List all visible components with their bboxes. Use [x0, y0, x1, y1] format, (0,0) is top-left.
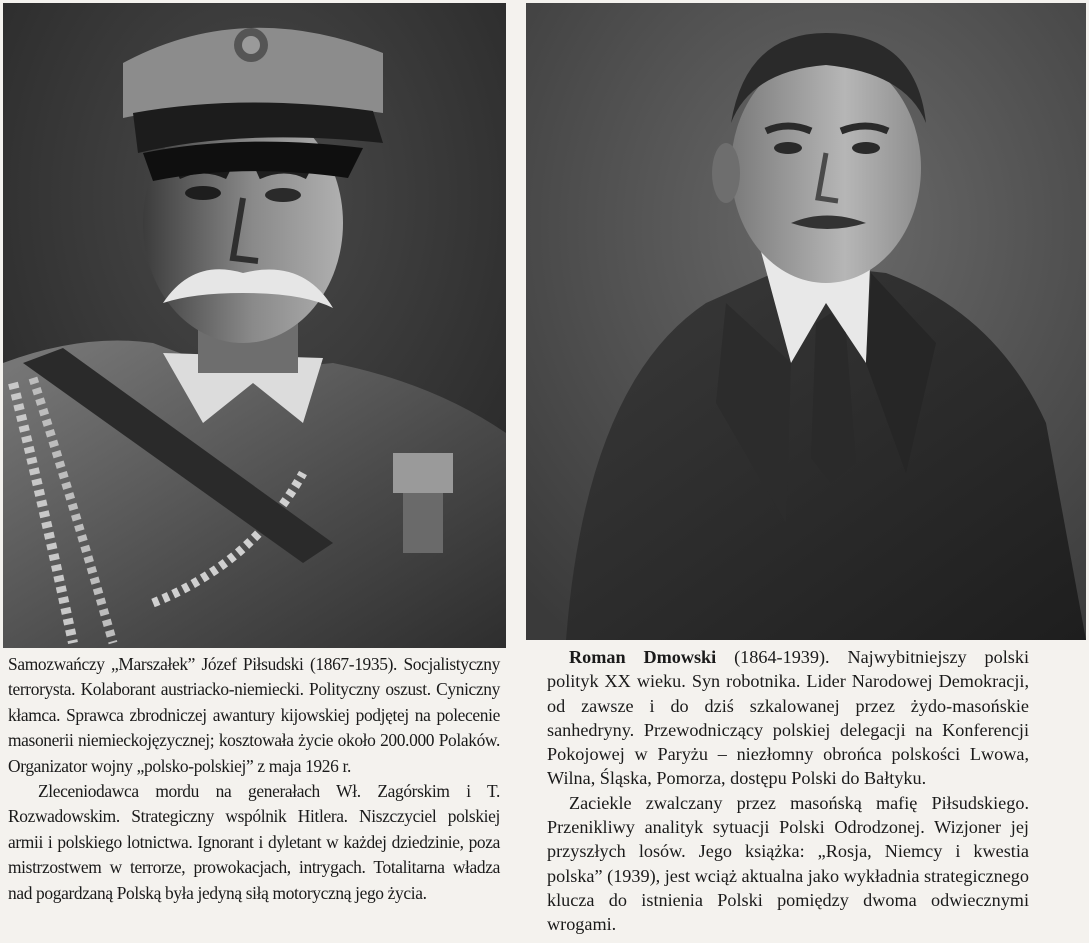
caption-pilsudski: [8, 652, 500, 906]
portrait-illustration-right: [526, 3, 1086, 640]
caption-left-paragraph-2: Zleceniodawca mordu na generałach Wł. Zagórskim i T. Rozwadowskim. Strategiczny wspólnik Hitlera. Niszczyciel polskiej armii i polskiego lotnictwa. Ignorant i dyletant w każdej dziedzinie, poza mistrzostwem w terrorze, prowokacjach, intrygach. Totalitarna władza nad pogardzaną Polską była jedyną siłą motoryczną jego życia.: [8, 781, 500, 903]
caption-right-paragraph-1-text: (1864-1939). Najwybitniejszy polski polityk XX wieku. Syn robotnika. Lider Narodowej Demokracji, od zawsze i do dziś szkalowanej przez żydo-masońskie sanhedryny. Przewodniczący polskiej delegacji na Konferencji Pokojowej w Paryżu – niezłomny obrońca polskości Lwowa, Wilna, Śląska, Pomorza, dostępu Polski do Bałtyku.: [547, 647, 1029, 789]
caption-right-paragraph-2: Zaciekle zwalczany przez masońską mafię Piłsudskiego. Przenikliwy analityk sytuacji Polski Odrodzonej. Wizjoner jej przyszłych losów. Jego książka: „Rosja, Niemcy i kwestia polska” (1939), jest wciąż aktualna jako wykładnia strategicznego klucza do istnienia Polski pomiędzy dwoma odwiecznymi wrogami.: [547, 792, 1029, 935]
portrait-illustration-left: [3, 3, 506, 648]
caption-dmowski: [547, 645, 1029, 937]
person-name: Roman Dmowski: [569, 647, 717, 667]
portrait-photo-left: [3, 3, 506, 648]
portrait-photo-right: [526, 3, 1086, 640]
caption-left-paragraph-1: Samozwańczy „Marszałek” Józef Piłsudski (1867-1935). Socjalistyczny terrorysta. Kolaborant austriacko-niemiecki. Polityczny oszust. Cyniczny kłamca. Sprawca zbrodniczej awantury kijowskiej podjętej na polecenie masonerii niemieckojęzycznej; kosztowała życie około 200.000 Polaków. Organizator wojny „polsko-polskiej” z maja 1926 r.: [8, 654, 500, 776]
caption-right-paragraph-1: [547, 645, 1029, 791]
